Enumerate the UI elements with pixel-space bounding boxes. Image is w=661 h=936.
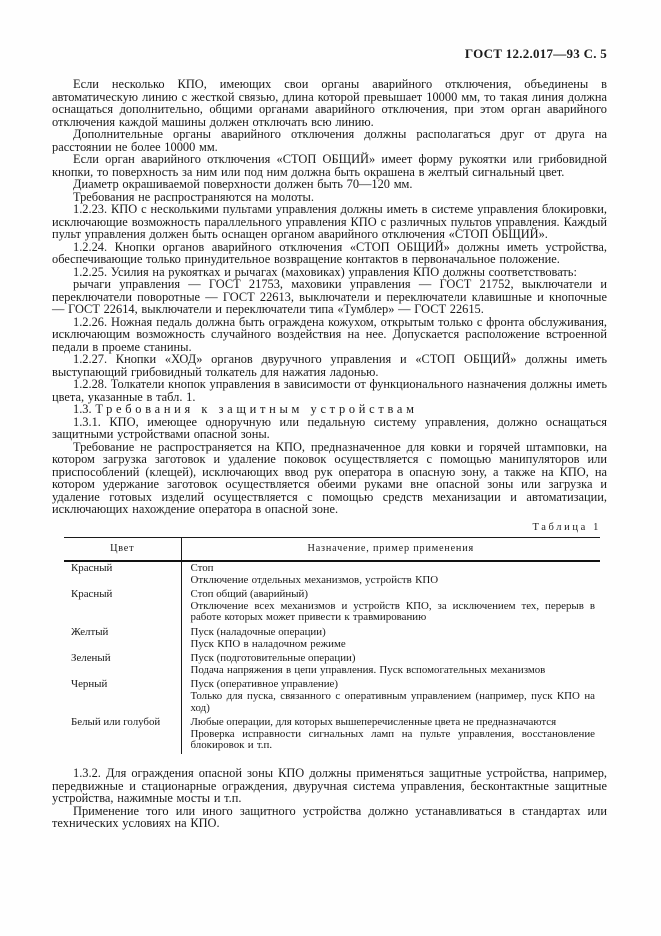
section-heading-1-3 [52, 403, 607, 416]
para-application-standards: Применение того или иного защитного устройства должно устанавливаться в стандартах или технических условиях на КПО. [52, 803, 607, 830]
color-cell: Зеленый [64, 652, 181, 678]
color-purpose-table [64, 537, 600, 755]
table-row [64, 652, 600, 678]
clause-1-2-24: 1.2.24. Кнопки органов аварийного отключения «СТОП ОБЩИЙ» должны иметь устройства, обеспечивающие только принудительное возвращение контактов в первоначальное положение. [52, 239, 607, 266]
color-cell: Желтый [64, 626, 181, 652]
clause-1-2-28: 1.2.28. Толкатели кнопок управления в зависимости от функционального назначения должны иметь цвета, указанные в табл. 1. [52, 377, 607, 404]
column-header-purpose: Назначение, пример применения [181, 537, 600, 561]
color-cell: Черный [64, 678, 181, 716]
section-number: 1.3. [73, 402, 92, 416]
column-header-color: Цвет [64, 537, 181, 561]
purpose-title: Пуск (наладочные операции) [190, 626, 326, 639]
color-cell: Красный [64, 588, 181, 626]
purpose-description: Подача напряжения в цепи управления. Пуск вспомогательных механизмов [190, 663, 546, 676]
para-painted-diameter: Диаметр окрашиваемой поверхности должен быть 70—120 мм. [73, 177, 413, 191]
table-caption: Таблица 1 [532, 521, 601, 533]
purpose-cell [181, 626, 600, 652]
table-row [64, 588, 600, 626]
para-additional-organs: Дополнительные органы аварийного отключения должны располагаться друг от друга на расстоянии не более 10000 мм. [52, 127, 607, 154]
page-number-header: ГОСТ 12.2.017—93 С. 5 [464, 46, 607, 61]
table-row [64, 626, 600, 652]
clause-1-2-25-list: рычаги управления — ГОСТ 21753, маховики управления — ГОСТ 21752, выключатели и переключатели поворотные — ГОСТ 22613, выключатели и переключатели клавишные и кнопочные — ГОСТ 22614, выключатели и переключатели типа «Тумблер» — ГОСТ 22615. [52, 277, 607, 316]
purpose-title: Пуск (подготовительные операции) [190, 652, 356, 665]
purpose-title: Стоп [190, 562, 214, 575]
table-header-row [64, 537, 600, 561]
purpose-description: Отключение всех механизмов и устройств КПО, за исключением тех, перерыв в работе которых может привести к травмированию [190, 599, 595, 624]
purpose-description: Только для пуска, связанного с оперативным управлением (например, пуск КПО на ход) [190, 690, 595, 714]
clause-1-2-27: 1.2.27. Кнопки «ХОД» органов двуручного управления и «СТОП ОБЩИЙ» должны иметь выступающий грибовидный толкатель для нажатия ладонью. [52, 352, 607, 379]
purpose-cell [181, 716, 600, 754]
color-cell: Белый или голубой [64, 716, 181, 754]
purpose-description: Отключение отдельных механизмов, устройств КПО [190, 573, 439, 586]
purpose-cell [181, 588, 600, 626]
purpose-cell [181, 678, 600, 716]
purpose-title: Стоп общий (аварийный) [190, 588, 308, 601]
para-hammers-exclusion: Требования не распространяются на молоты. [73, 189, 314, 204]
table-row [64, 716, 600, 754]
para-requirement-exception: Требование не распространяется на КПО, предназначенное для ковки и горячей штамповки, на котором загрузка заготовок и удаление поковок осуществляется с помощью манипуляторов или приспособлений (клещей), исключающих ввод рук оператора в опасную зону, а также на КПО, на котором удержание заготовок осуществляется обеими руками вне опасной зоны или загрузка и удаление готовых изделий осуществляется с помощью средств механизации и автоматизации, исключающих нахождение оператора в опасной зоне. [52, 439, 607, 516]
section-title: Требования к защитным устройствам [95, 402, 418, 416]
purpose-title: Пуск (оперативное управление) [190, 678, 339, 691]
purpose-cell [181, 561, 600, 588]
purpose-description: Проверка исправности сигнальных ламп на пульте управления, восстановление блокировок и т.п. [190, 727, 595, 752]
purpose-description: Пуск КПО в наладочном режиме [190, 637, 346, 650]
clause-1-3-1: 1.3.1. КПО, имеющее одноручную или педальную систему управления, должно оснащаться защитными устройствами опасной зоны. [52, 414, 607, 441]
table-row [64, 561, 600, 588]
purpose-cell [181, 652, 600, 678]
clause-1-2-26: 1.2.26. Ножная педаль должна быть ограждена кожухом, открытым только с фронта обслуживания, исключающим возможность случайного воздействия на нее. Допускается расположение встроенной педали в проеме станины. [52, 314, 607, 354]
purpose-title: Любые операции, для которых вышеперечисленные цвета не предназначаются [190, 716, 557, 729]
color-cell: Красный [64, 561, 181, 588]
para-stop-general-color: Если орган аварийного отключения «СТОП ОБЩИЙ» имеет форму рукоятки или грибовидной кнопки, то поверхность за ним или под ним должна быть окрашена в желтый сигнальный цвет. [52, 152, 607, 179]
para-emergency-line: Если несколько КПО, имеющих свои органы аварийного отключения, объединены в автоматическую линию с жесткой связью, длина которой превышает 10000 мм, то такая линия должна оснащаться дополнительно, общими органами аварийного отключения, при этом орган аварийного отключения каждой машины должен отключать всю линию. [52, 77, 607, 129]
table-row [64, 678, 600, 716]
clause-1-3-2: 1.3.2. Для ограждения опасной зоны КПО должны применяться защитные устройства, например, передвижные и стационарные ограждения, двуручная система управления, бесконтактные защитные устройства, нажимные мосты и т.п. [52, 766, 607, 805]
clause-1-2-25: 1.2.25. Усилия на рукоятках и рычагах (маховиках) управления КПО должны соответствовать: [73, 264, 577, 279]
clause-1-2-23: 1.2.23. КПО с несколькими пультами управления должны иметь в системе управления блокировки, исключающие возможность параллельного управления КПО с различных пультов управления. Каждый пульт управления должен быть оснащен органом аварийного отключения «СТОП ОБЩИЙ». [52, 202, 607, 241]
